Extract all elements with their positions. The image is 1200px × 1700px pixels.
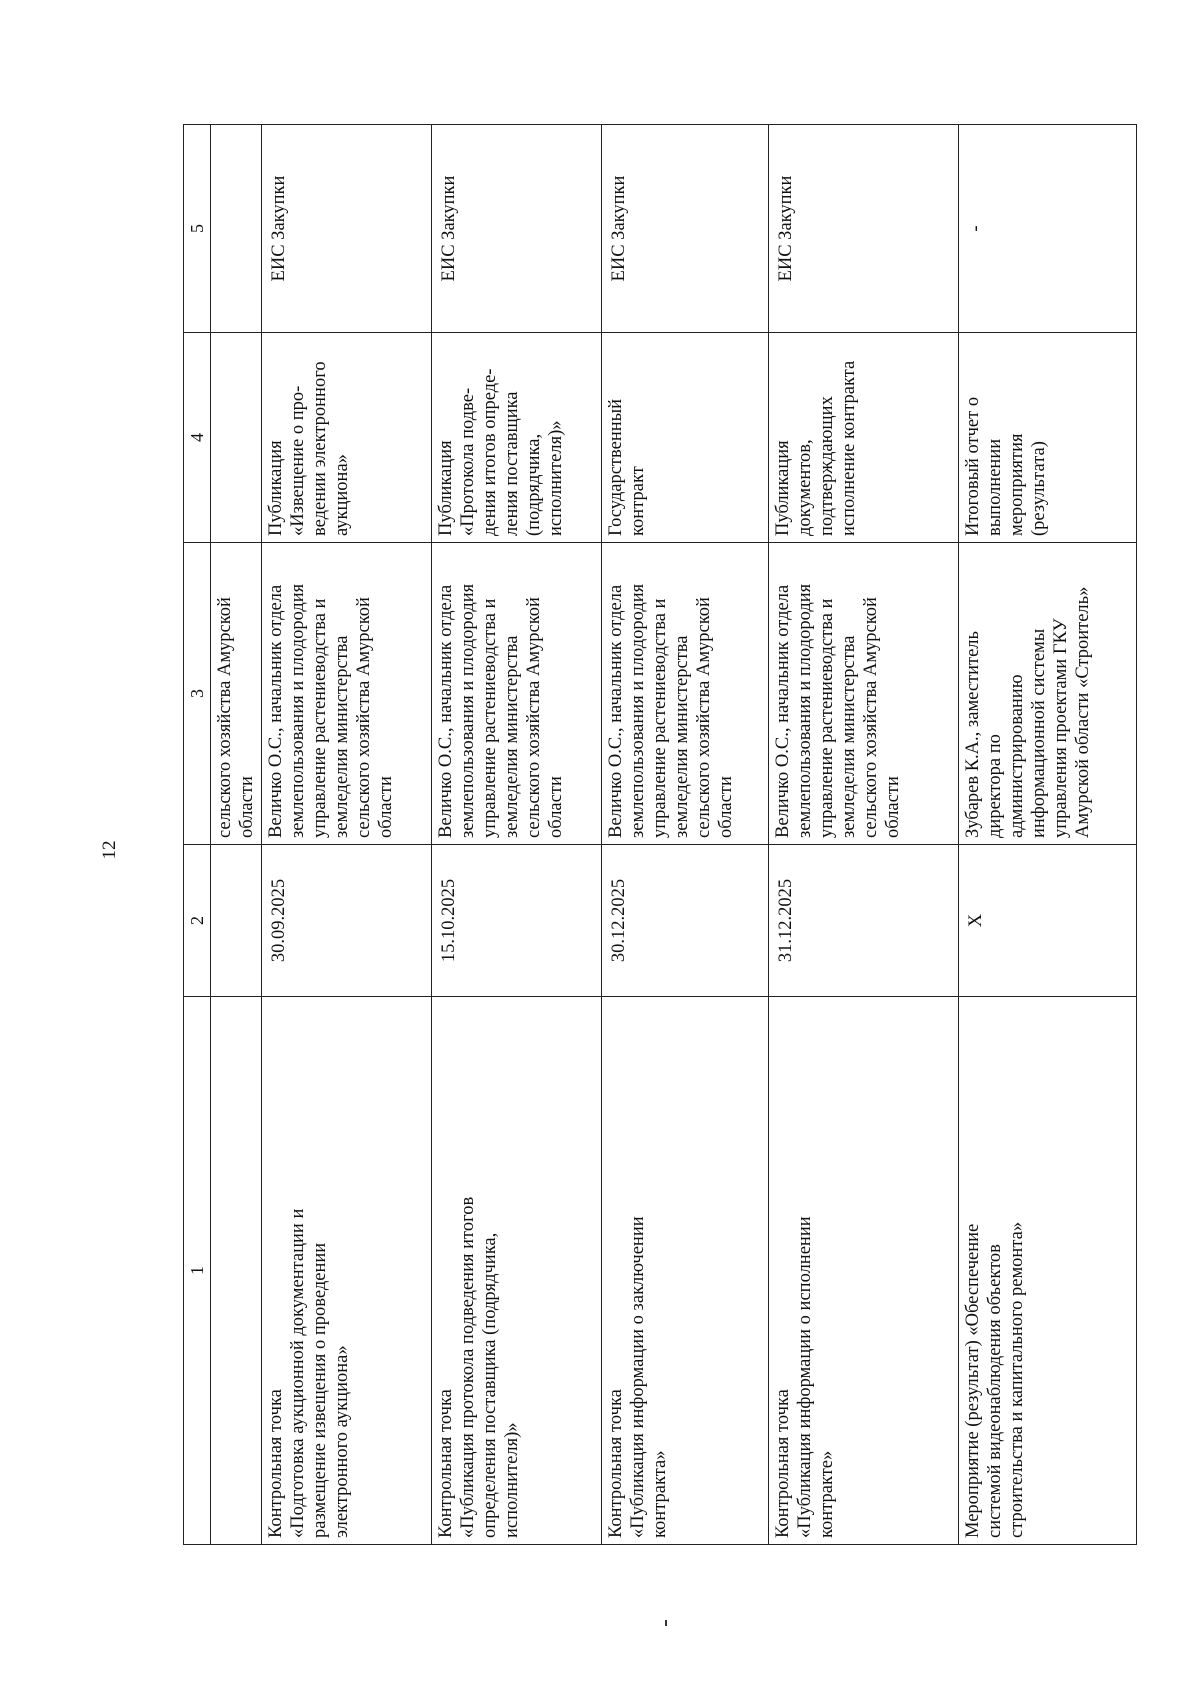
cont-result <box>211 333 262 543</box>
event-cell: Контрольная точка «Публикация информации о исполнении контракте» <box>769 997 959 1545</box>
responsible-cell: Зубарев К.А., заместитель директора по администрированию информационной системы управления проектами ГКУ Амурской области «Строитель» <box>959 543 1137 845</box>
header-cell-3: 3 <box>184 543 211 845</box>
rotated-table-container <box>183 125 1103 1545</box>
source-cell: - <box>959 125 1137 333</box>
result-cell: Итоговый отчет о выполнении мероприятия (результата) <box>959 333 1137 543</box>
control-points-table <box>183 124 1137 1545</box>
table-row <box>769 125 959 1545</box>
header-cell-5: 5 <box>184 125 211 333</box>
responsible-cell: Величко О.С., начальник отдела землепользования и плодородия управление растениеводства и земледелия министерства сельского хозяйства Амурской области <box>262 543 432 845</box>
event-cell: Контрольная точка «Публикация протокола подведения итогов определения поставщика (подрядчика, исполнителя)» <box>432 997 602 1545</box>
source-cell: ЕИС Закупки <box>769 125 959 333</box>
result-cell: Публикация «Извещение о про- ведении электронного аукциона» <box>262 333 432 543</box>
scan-speck <box>665 1620 667 1626</box>
table-row <box>432 125 602 1545</box>
cont-date <box>211 845 262 997</box>
result-cell: Государственный контракт <box>602 333 769 543</box>
date-cell: 30.12.2025 <box>602 845 769 997</box>
event-cell: Контрольная точка «Подготовка аукционной документации и размещение извещения о проведении электронного аукциона» <box>262 997 432 1545</box>
responsible-cell: Величко О.С., начальник отдела землепользования и плодородия управление растениеводства и земледелия министерства сельского хозяйства Амурской области <box>769 543 959 845</box>
table-row <box>959 125 1137 1545</box>
event-cell: Мероприятие (результат) «Обеспечение системой видеонаблюдения объектов строительства и капитального ремонта» <box>959 997 1137 1545</box>
page-number: 12 <box>99 840 120 860</box>
date-cell: 30.09.2025 <box>262 845 432 997</box>
result-cell: Публикация документов, подтверждающих исполнение контракта <box>769 333 959 543</box>
table-header-row <box>184 125 211 1545</box>
responsible-cell: Величко О.С., начальник отдела землепользования и плодородия управление растениеводства и земледелия министерства сельского хозяйства Амурской области <box>432 543 602 845</box>
table-row <box>262 125 432 1545</box>
header-cell-4: 4 <box>184 333 211 543</box>
cont-source <box>211 125 262 333</box>
header-cell-1: 1 <box>184 997 211 1545</box>
header-cell-2: 2 <box>184 845 211 997</box>
date-cell: Х <box>959 845 1137 997</box>
source-cell: ЕИС Закупки <box>432 125 602 333</box>
result-cell: Публикация «Протокола подве- дения итогов опреде- ления поставщика (подрядчика, исполнителя)» <box>432 333 602 543</box>
responsible-cell: Величко О.С., начальник отдела землепользования и плодородия управление растениеводства и земледелия министерства сельского хозяйства Амурской области <box>602 543 769 845</box>
continuation-row <box>211 125 262 1545</box>
cont-event <box>211 997 262 1545</box>
source-cell: ЕИС Закупки <box>602 125 769 333</box>
date-cell: 31.12.2025 <box>769 845 959 997</box>
date-cell: 15.10.2025 <box>432 845 602 997</box>
table-row <box>602 125 769 1545</box>
cont-responsible: сельского хозяйства Амурской области <box>211 543 262 845</box>
source-cell: ЕИС Закупки <box>262 125 432 333</box>
event-cell: Контрольная точка «Публикация информации о заключении контракта» <box>602 997 769 1545</box>
